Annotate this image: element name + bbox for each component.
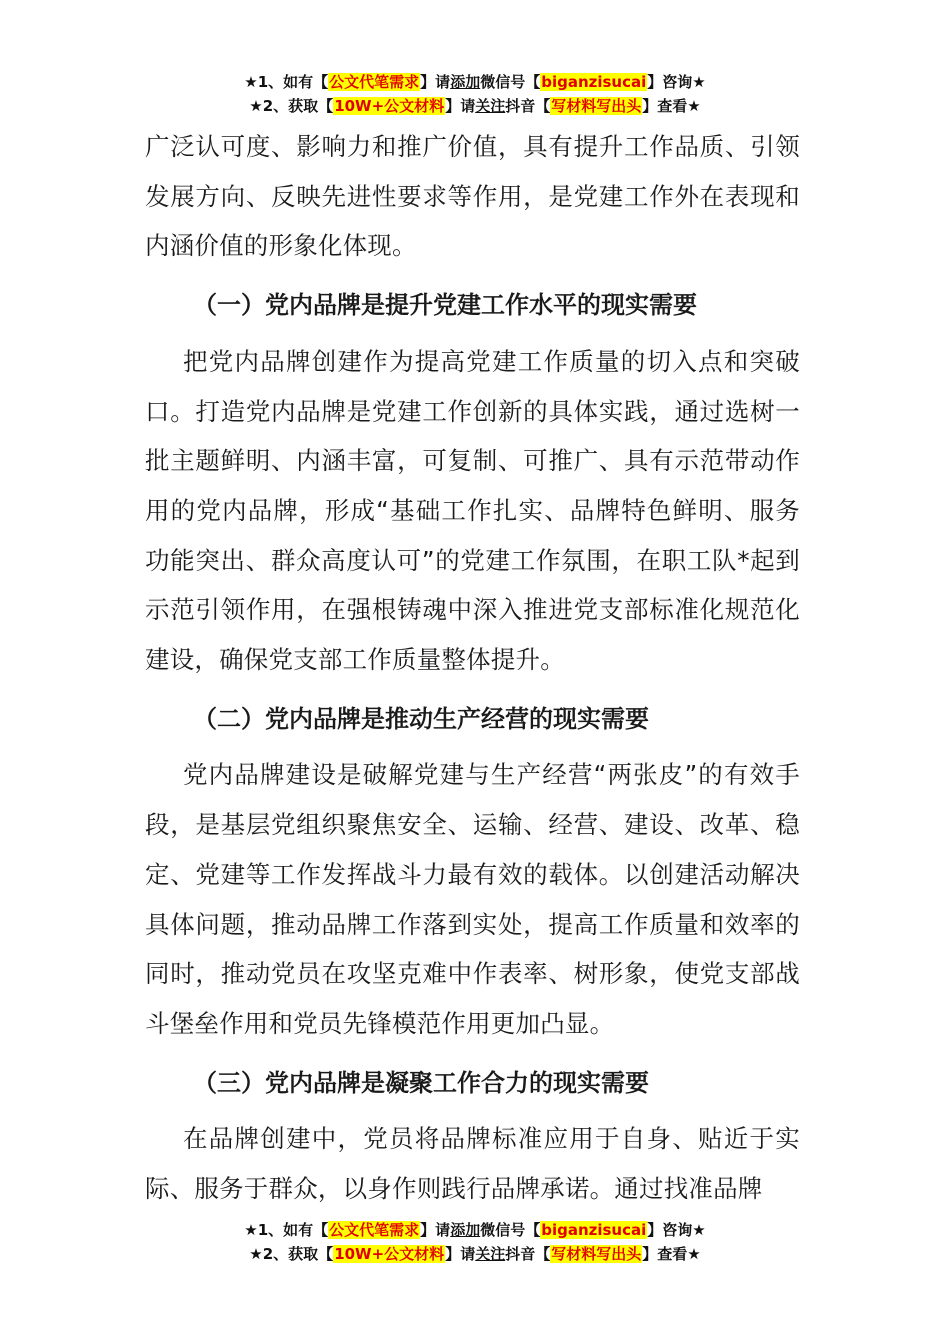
banner-text: 】请 [420,73,451,91]
document-body [145,122,800,1214]
banner-text: 】请 [445,1245,476,1263]
section-heading-3: （三）党内品牌是凝聚工作合力的现实需要 [193,1068,649,1097]
banner-text: 微信号【 [480,1221,541,1239]
section-heading-2: （二）党内品牌是推动生产经营的现实需要 [193,704,649,733]
highlight-materials: 10W+公文材料 [334,1245,445,1263]
paragraph-continued: 广泛认可度、影响力和推广价值，具有提升工作品质、引领发展方向、反映先进性要求等作用，是党建工作外在表现和内涵价值的形象化体现。 [145,132,800,261]
paragraph-1: 把党内品牌创建作为提高党建工作质量的切入点和突破口。打造党内品牌是党建工作创新的具体实践，通过选树一批主题鲜明、内涵丰富，可复制、可推广、具有示范带动作用的党内品牌，形成“基础工作扎实、品牌特色鲜明、服务功能突出、群众高度认可”的党建工作氛围，在职工队*起到示范引领作用，在强根铸魂中深入推进党支部标准化规范化建设，确保党支部工作质量整体提升。 [145,346,800,675]
banner-text: ★1、如有【 [244,1221,329,1239]
highlight-douyin-account: 写材料写出头 [551,97,642,115]
header-banner [0,70,950,118]
banner-text: 】查看★ [642,1245,701,1263]
banner-text: 】咨询★ [647,73,706,91]
paragraph-2: 党内品牌建设是破解党建与生产经营“两张皮”的有效手段，是基层党组织聚焦安全、运输、经营、建设、改革、稳定、党建等工作发挥战斗力最有效的载体。以创建活动解决具体问题，推动品牌工作落到实处，提高工作质量和效率的同时，推动党员在攻坚克难中作表率、树形象，使党支部战斗堡垒作用和党员先锋模范作用更加凸显。 [145,760,800,1038]
banner-text: 抖音【 [505,1245,551,1263]
banner-text: 】咨询★ [647,1221,706,1239]
banner-line-1 [0,70,950,94]
banner-line-2 [0,94,950,118]
banner-text: 微信号【 [480,73,541,91]
banner-text: 】请 [420,1221,451,1239]
banner-line-2 [0,1242,950,1266]
footer-banner [0,1218,950,1266]
highlight-wechat-id: biganzisucai [541,1221,647,1239]
banner-text: 】请 [445,97,476,115]
banner-text: ★2、获取【 [249,97,334,115]
banner-underlined: 关注 [475,1245,506,1263]
banner-text: 抖音【 [505,97,551,115]
highlight-materials: 10W+公文材料 [334,97,445,115]
highlight-service: 公文代笔需求 [329,73,420,91]
banner-underlined: 添加 [450,1221,481,1239]
section-heading-1: （一）党内品牌是提升党建工作水平的现实需要 [193,291,697,320]
banner-line-1 [0,1218,950,1242]
banner-underlined: 关注 [475,97,506,115]
banner-text: ★1、如有【 [244,73,329,91]
banner-text: ★2、获取【 [249,1245,334,1263]
highlight-wechat-id: biganzisucai [541,73,647,91]
banner-text: 】查看★ [642,97,701,115]
highlight-douyin-account: 写材料写出头 [551,1245,642,1263]
highlight-service: 公文代笔需求 [329,1221,420,1239]
paragraph-3: 在品牌创建中，党员将品牌标准应用于自身、贴近于实际、服务于群众，以身作则践行品牌承诺。通过找准品牌 [145,1124,800,1204]
banner-underlined: 添加 [450,73,481,91]
